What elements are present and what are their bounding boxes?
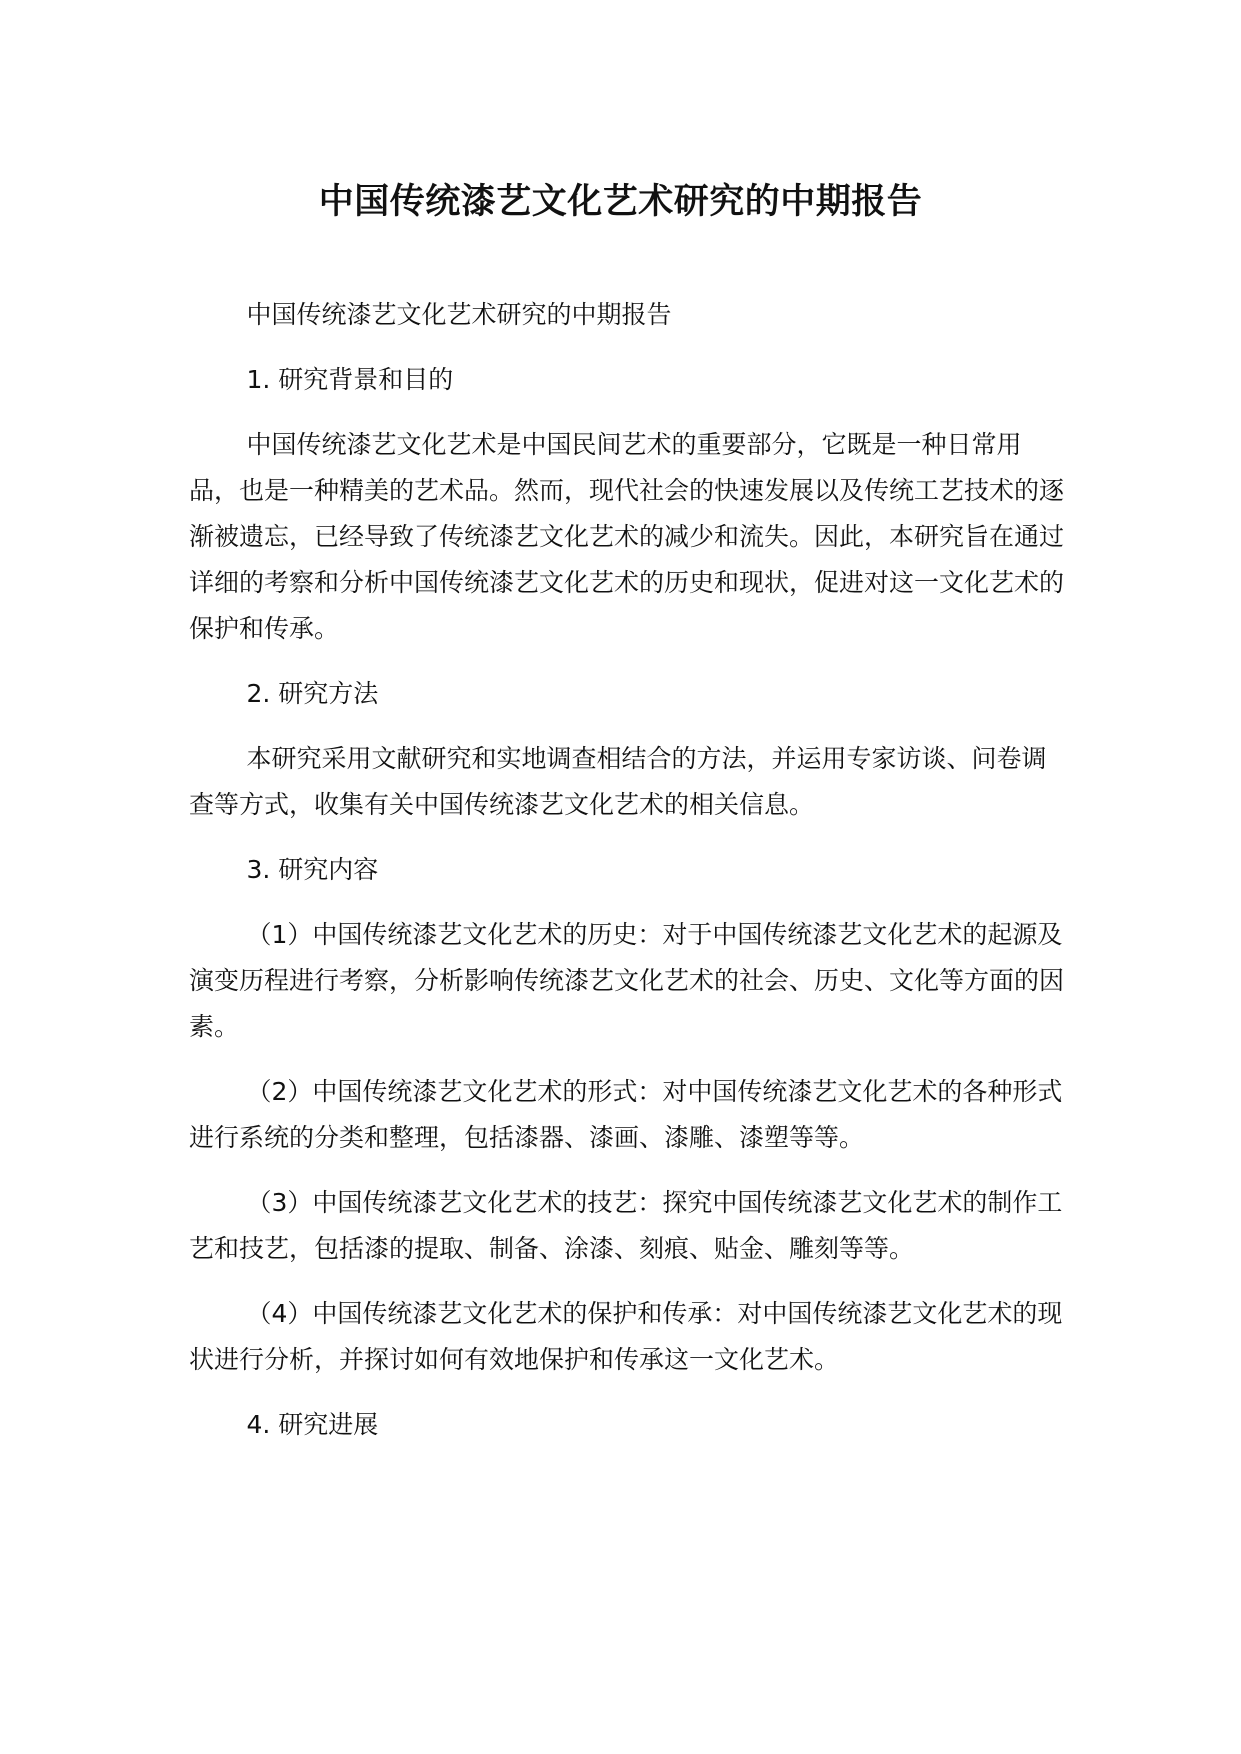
paragraph-background: 中国传统漆艺文化艺术是中国民间艺术的重要部分，它既是一种日常用品，也是一种精美的艺术品。然而，现代社会的快速发展以及传统工艺技术的逐渐被遗忘，已经导致了传统漆艺文化艺术的减少和流失。因此，本研究旨在通过详细的考察和分析中国传统漆艺文化艺术的历史和现状，促进对这一文化艺术的保护和传承。 — [189, 430, 1065, 643]
document-title: 中国传统漆艺文化艺术研究的中期报告 — [318, 182, 923, 222]
content-item-form: （2）中国传统漆艺文化艺术的形式：对中国传统漆艺文化艺术的各种形式进行系统的分类和整理，包括漆器、漆画、漆雕、漆塑等等。 — [189, 1077, 1063, 1152]
section-heading-content: 3. 研究内容 — [246, 855, 379, 884]
document-body — [189, 292, 1071, 1467]
section-heading-background: 1. 研究背景和目的 — [246, 365, 454, 394]
paragraph-method: 本研究采用文献研究和实地调查相结合的方法，并运用专家访谈、问卷调查等方式，收集有关中国传统漆艺文化艺术的相关信息。 — [189, 744, 1047, 819]
section-heading-method: 2. 研究方法 — [246, 679, 379, 708]
content-item-history: （1）中国传统漆艺文化艺术的历史：对于中国传统漆艺文化艺术的起源及演变历程进行考察，分析影响传统漆艺文化艺术的社会、历史、文化等方面的因素。 — [189, 920, 1065, 1041]
content-item-technique: （3）中国传统漆艺文化艺术的技艺：探究中国传统漆艺文化艺术的制作工艺和技艺，包括漆的提取、制备、涂漆、刻痕、贴金、雕刻等等。 — [189, 1188, 1063, 1263]
document-subtitle: 中国传统漆艺文化艺术研究的中期报告 — [246, 300, 672, 329]
content-item-protection: （4）中国传统漆艺文化艺术的保护和传承：对中国传统漆艺文化艺术的现状进行分析，并探讨如何有效地保护和传承这一文化艺术。 — [189, 1299, 1063, 1374]
section-heading-progress: 4. 研究进展 — [246, 1410, 379, 1439]
